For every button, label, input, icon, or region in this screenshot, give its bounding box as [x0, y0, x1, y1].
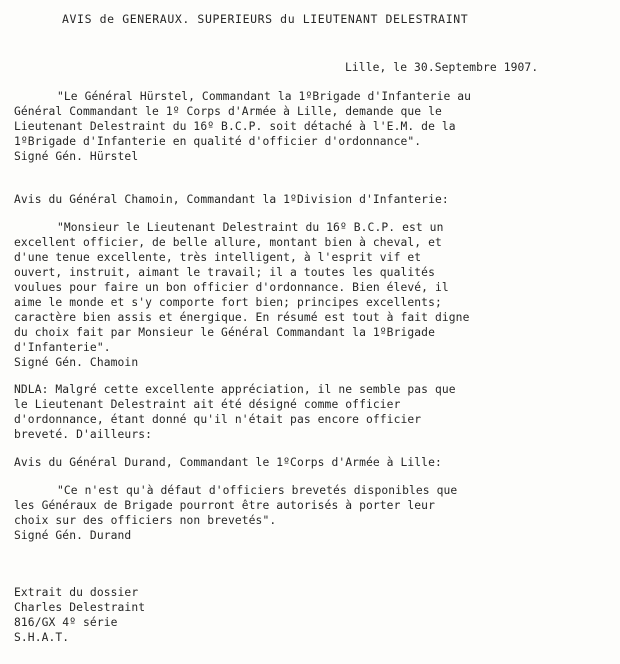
chamoin-line-4: ouvert, instruit, aimant le travail; il a toutes les qualités	[14, 266, 435, 279]
chamoin-signature: Signé Gén. Chamoin	[14, 356, 139, 369]
hurstel-line-4: 1ºBrigade d'Infanterie en qualité d'officier d'ordonnance".	[14, 135, 422, 148]
hurstel-line-2: Général Commandant le 1º Corps d'Armée à Lille, demande que le	[14, 105, 442, 118]
chamoin-line-1: "Monsieur le Lieutenant Delestraint du 16º B.C.P. est un	[57, 221, 444, 234]
place-date: Lille, le 30.Septembre 1907.	[345, 61, 539, 74]
ndla-line-4: breveté. D'ailleurs:	[14, 428, 153, 441]
hurstel-signature: Signé Gén. Hürstel	[14, 150, 139, 163]
source-line-3: 816/GX 4º série	[14, 616, 118, 629]
chamoin-line-7: caractère bien assis et énergique. En résumé est tout à fait digne	[14, 311, 470, 324]
ndla-line-2: le Lieutenant Delestraint ait été désigné comme officier	[14, 398, 401, 411]
durand-heading: Avis du Général Durand, Commandant le 1ºCorps d'Armée à Lille:	[14, 456, 442, 469]
chamoin-line-3: d'une tenue excellente, très intelligent, à l'esprit vif et	[14, 251, 422, 264]
durand-line-1: "Ce n'est qu'à défaut d'officiers brevetés disponibles que	[57, 484, 458, 497]
ndla-line-3: d'ordonnance, étant donné qu'il n'était pas encore officier	[14, 413, 422, 426]
durand-line-3: choix sur des officiers non brevetés".	[14, 514, 277, 527]
chamoin-heading: Avis du Général Chamoin, Commandant la 1ºDivision d'Infanterie:	[14, 193, 449, 206]
chamoin-line-2: excellent officier, de belle allure, montant bien à cheval, et	[14, 236, 442, 249]
chamoin-line-6: aime le monde et s'y comporte fort bien; principes excellents;	[14, 296, 442, 309]
document-title: AVIS de GENERAUX. SUPERIEURS du LIEUTENANT DELESTRAINT	[62, 12, 469, 26]
chamoin-line-8: du choix fait par Monsieur le Général Commandant la 1ºBrigade	[14, 326, 435, 339]
chamoin-line-9: d'Infanterie".	[14, 341, 111, 354]
source-line-1: Extrait du dossier	[14, 586, 139, 599]
hurstel-line-3: Lieutenant Delestraint du 16º B.C.P. soit détaché à l'E.M. de la	[14, 120, 456, 133]
ndla-line-1: NDLA: Malgré cette excellente appréciation, il ne semble pas que	[14, 383, 456, 396]
durand-line-2: les Généraux de Brigade pourront être autorisés à porter leur	[14, 499, 435, 512]
source-line-4: S.H.A.T.	[14, 631, 70, 644]
hurstel-line-1: "Le Général Hürstel, Commandant la 1ºBrigade d'Infanterie au	[57, 90, 472, 103]
chamoin-line-5: voulues pour faire un bon officier d'ordonnance. Bien élevé, il	[14, 281, 449, 294]
durand-signature: Signé Gén. Durand	[14, 529, 132, 542]
source-line-2: Charles Delestraint	[14, 601, 146, 614]
